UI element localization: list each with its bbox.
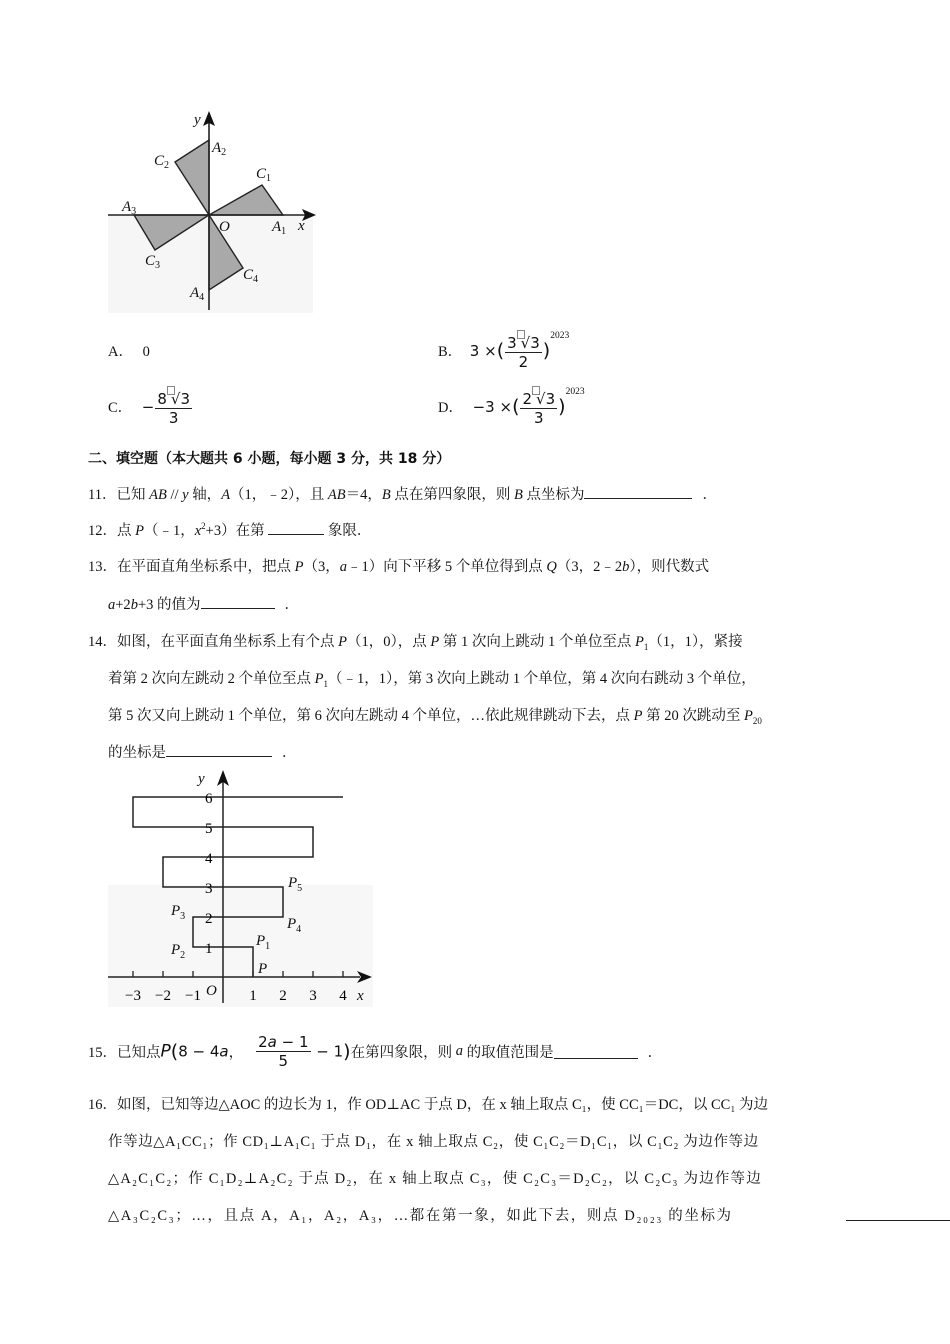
y-tick-label: 5 (205, 821, 213, 837)
label-c1: $C_1$ (256, 166, 272, 184)
question-12: 12．点 P（﹣1，$x^2+3$）在第 象限． (88, 521, 372, 539)
question-14-line4: 的坐标是 ． (108, 741, 297, 762)
label-y: y (194, 112, 201, 128)
point-label-p5: $P_5$ (288, 875, 303, 894)
option-b[interactable]: B． 3 ×( $\frac{3 √3}{2}$ )$^{2023}$ (438, 330, 570, 371)
label-x: x (357, 988, 364, 1004)
x-tick-label: −2 (155, 988, 171, 1004)
option-coef: 3 × (469, 341, 497, 360)
label-c3: $C_3$ (145, 253, 161, 271)
exponent: 2023 (565, 386, 585, 397)
section-heading: 二、填空题（本大题共 6 小题，每小题 3 分，共 18 分） (88, 451, 451, 467)
point-label-p1: $P_1$ (256, 933, 271, 952)
chart-jump-path (100, 762, 380, 1010)
x-tick-label: 2 (279, 988, 287, 1004)
question-16-line4: △A₃C₂C₃；…，且点 A，A₁，A₂，A₃，…都在第一象，如此下去，则点 D₂₀₂₃ 的坐标为 (108, 1208, 733, 1224)
question-14-line3: 第 5 次又向上跳动 1 个单位，第 6 次向左跳动 4 个单位，…依此规律跳动下去，点 P 第 20 次跳动至 $P_{20}$ (108, 708, 762, 726)
label-y: y (198, 771, 205, 787)
fraction: $\frac{8 √3}{3}$ (155, 386, 192, 427)
question-16-line2: 作等边△A₁CC₁；作 CD₁⊥A₁C₁ 于点 D₁，在 x 轴上取点 C₂，使 C₁C₂＝D₁C₁，以 C₁C₂ 为边作等边 (108, 1134, 759, 1150)
label-a3: $A_3$ (122, 199, 137, 217)
question-15: 15．已知点P(8 − 4a， $\frac{2a - 1}{5}$ − 1)在第四象限，则 a 的取值范围是 ． (88, 1033, 663, 1070)
label-c2: $C_2$ (154, 153, 170, 171)
option-letter: C． (108, 400, 133, 416)
option-a[interactable] (108, 340, 150, 361)
answer-blank-14[interactable] (166, 742, 272, 757)
chart-shade (108, 885, 373, 1007)
option-letter: D． (438, 400, 463, 416)
x-tick-label: −3 (125, 988, 141, 1004)
question-11: 11．已知 AB // y 轴，A（1，﹣2），且 AB＝4，B 点在第四象限，则 B 点坐标为 ． (88, 483, 717, 504)
answer-blank-13[interactable] (201, 594, 275, 609)
x-tick-label: 3 (309, 988, 317, 1004)
point-label-p3: $P_3$ (171, 903, 186, 922)
y-tick-label: 3 (205, 881, 213, 897)
answer-blank-15[interactable] (554, 1044, 638, 1059)
triangle-oa1c1 (209, 185, 283, 215)
question-14: 14．如图，在平面直角坐标系上有个点 P（1，0），点 P 第 1 次向上跳动 1 个单位至点 $P_1(1$，1），紧接 (88, 634, 743, 652)
figure-rotated-triangles (100, 105, 320, 315)
label-c4: $C_4$ (243, 267, 259, 285)
answer-blank-12[interactable] (268, 520, 324, 535)
option-c[interactable] (108, 386, 193, 427)
y-tick-label: 2 (205, 911, 213, 927)
x-tick-label: 1 (249, 988, 257, 1004)
y-tick-label: 4 (205, 851, 213, 867)
option-sign: − (141, 397, 155, 416)
fraction: $\frac{2 √3}{3}$ (520, 386, 557, 427)
question-16: 16．如图，已知等边△AOC 的边长为 1，作 OD⊥AC 于点 D，在 x 轴上取点 C₁，使 CC₁＝DC，以 CC₁ 为边 (88, 1097, 768, 1113)
option-d[interactable]: D． −3 ×( $\frac{2 √3}{3}$ )$^{2023}$ (438, 386, 585, 427)
answer-blank-11[interactable] (584, 484, 692, 499)
option-coef: −3 × (472, 397, 513, 416)
x-tick-label: 4 (339, 988, 347, 1004)
fraction: $\frac{3 √3}{2}$ (505, 330, 542, 371)
point-label-p4: $P_4$ (287, 916, 302, 935)
point-label-p: P (258, 961, 268, 977)
option-letter: B． (438, 344, 463, 360)
point-label-p2: $P_2$ (171, 942, 186, 961)
label-o: O (219, 219, 230, 235)
question-13-line2: a+2b+3 的值为 ． (108, 593, 299, 614)
triangle-oa2c2 (175, 140, 209, 215)
option-value: 0 (142, 344, 150, 360)
exponent: 2023 (550, 330, 570, 341)
question-13: 13．在平面直角坐标系中，把点 P（3，a﹣1）向下平移 5 个单位得到点 Q（3，2﹣2b），则代数式 (88, 559, 710, 575)
y-tick-label: 6 (205, 791, 213, 807)
label-a1: $A_1$ (272, 219, 287, 237)
label-x: x (298, 218, 305, 234)
label-o: O (206, 983, 217, 999)
question-14-line2: 着第 2 次向左跳动 2 个单位至点 $P_1(﹣1$，1），第 3 次向上跳动 1 个单位，第 4 次向右跳动 3 个单位， (108, 671, 756, 689)
answer-blank-16[interactable] (846, 1206, 950, 1221)
label-a4: $A_4$ (190, 285, 205, 303)
y-tick-label: 1 (205, 941, 213, 957)
question-16-line3: △A₂C₁C₂；作 C₁D₂⊥A₂C₂ 于点 D₂，在 x 轴上取点 C₃，使 C₂C₃＝D₂C₂，以 C₂C₃ 为边作等边 (108, 1171, 762, 1187)
fraction: $\frac{2a - 1}{5}$ (258, 1033, 309, 1070)
option-letter: A． (108, 344, 133, 360)
label-a2: $A_2$ (212, 140, 227, 158)
x-tick-label: −1 (185, 988, 201, 1004)
